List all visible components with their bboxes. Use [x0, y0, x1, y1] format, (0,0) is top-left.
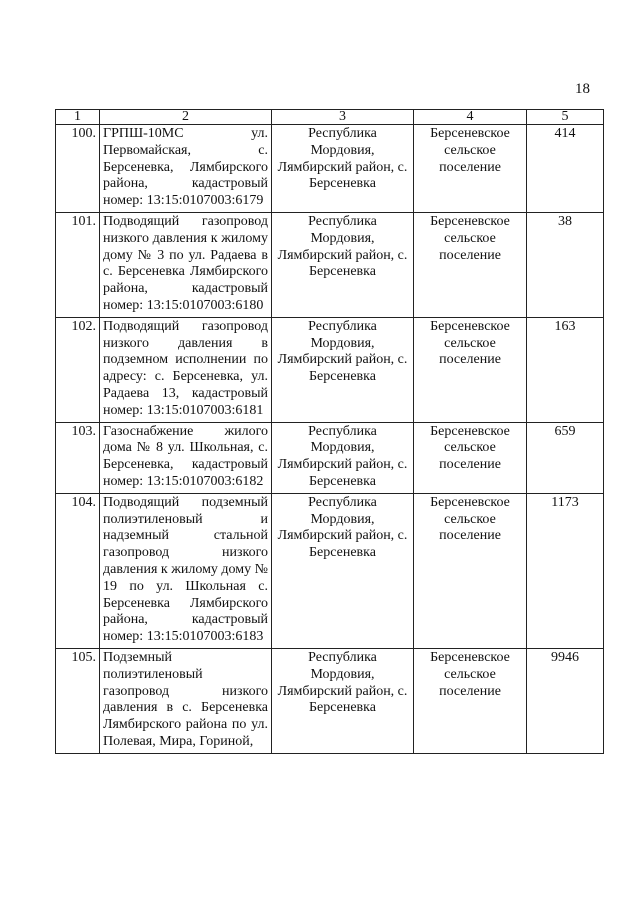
- object-name: ГРПШ-10МС ул. Первомайская, с. Берсеневка, Лямбирского района, кадастровый номер: 13:15:0107003:6179: [100, 125, 272, 213]
- object-location: Республика Мордовия, Лямбирский район, с. Берсеневка: [272, 648, 414, 753]
- object-name: Газоснабжение жилого дома № 8 ул. Школьная, с. Берсеневка, кадастровый номер: 13:15:0107003:6182: [100, 422, 272, 493]
- object-owner: Берсеневское сельское поселение: [414, 422, 527, 493]
- row-number: 100.: [56, 125, 100, 213]
- table-row: [56, 422, 604, 493]
- object-name: Подводящий газопровод низкого давления в подземном исполнении по адресу: с. Берсеневка, ул. Радаева 13, кадастровый номер: 13:15:0107003:6181: [100, 317, 272, 422]
- page-number: 18: [575, 81, 590, 97]
- object-owner: Берсеневское сельское поселение: [414, 125, 527, 213]
- object-location: Республика Мордовия, Лямбирский район, с. Берсеневка: [272, 125, 414, 213]
- object-location: Республика Мордовия, Лямбирский район, с. Берсеневка: [272, 422, 414, 493]
- column-number-row: [56, 110, 604, 125]
- row-number: 102.: [56, 317, 100, 422]
- object-name: Подземный полиэтиленовый газопровод низкого давления в с. Берсеневка Лямбирского района по ул. Полевая, Мира, Гориной,: [100, 648, 272, 753]
- object-length: 38: [527, 212, 604, 317]
- object-length: 163: [527, 317, 604, 422]
- object-location: Республика Мордовия, Лямбирский район, с. Берсеневка: [272, 317, 414, 422]
- row-number: 104.: [56, 493, 100, 648]
- table-row: [56, 648, 604, 753]
- table-row: [56, 493, 604, 648]
- object-location: Республика Мордовия, Лямбирский район, с. Берсеневка: [272, 212, 414, 317]
- row-number: 101.: [56, 212, 100, 317]
- row-number: 105.: [56, 648, 100, 753]
- column-number-4: 4: [414, 110, 527, 125]
- table-row: [56, 317, 604, 422]
- column-number-1: 1: [56, 110, 100, 125]
- object-name: Подводящий газопровод низкого давления к жилому дому № 3 по ул. Радаева в с. Берсеневка Лямбирского района, кадастровый номер: 13:15:0107003:6180: [100, 212, 272, 317]
- object-owner: Берсеневское сельское поселение: [414, 648, 527, 753]
- row-number: 103.: [56, 422, 100, 493]
- property-registry-table: [55, 109, 604, 754]
- table-row: [56, 125, 604, 213]
- column-number-3: 3: [272, 110, 414, 125]
- object-length: 1173: [527, 493, 604, 648]
- table-row: [56, 212, 604, 317]
- object-length: 414: [527, 125, 604, 213]
- object-location: Республика Мордовия, Лямбирский район, с. Берсеневка: [272, 493, 414, 648]
- column-number-2: 2: [100, 110, 272, 125]
- object-length: 659: [527, 422, 604, 493]
- object-name: Подводящий подземный полиэтиленовый и надземный стальной газопровод низкого давления к жилому дому № 19 по ул. Школьная с. Берсеневка Лямбирского района, кадастровый номер: 13:15:0107003:6183: [100, 493, 272, 648]
- object-length: 9946: [527, 648, 604, 753]
- column-number-5: 5: [527, 110, 604, 125]
- object-owner: Берсеневское сельское поселение: [414, 212, 527, 317]
- object-owner: Берсеневское сельское поселение: [414, 317, 527, 422]
- object-owner: Берсеневское сельское поселение: [414, 493, 527, 648]
